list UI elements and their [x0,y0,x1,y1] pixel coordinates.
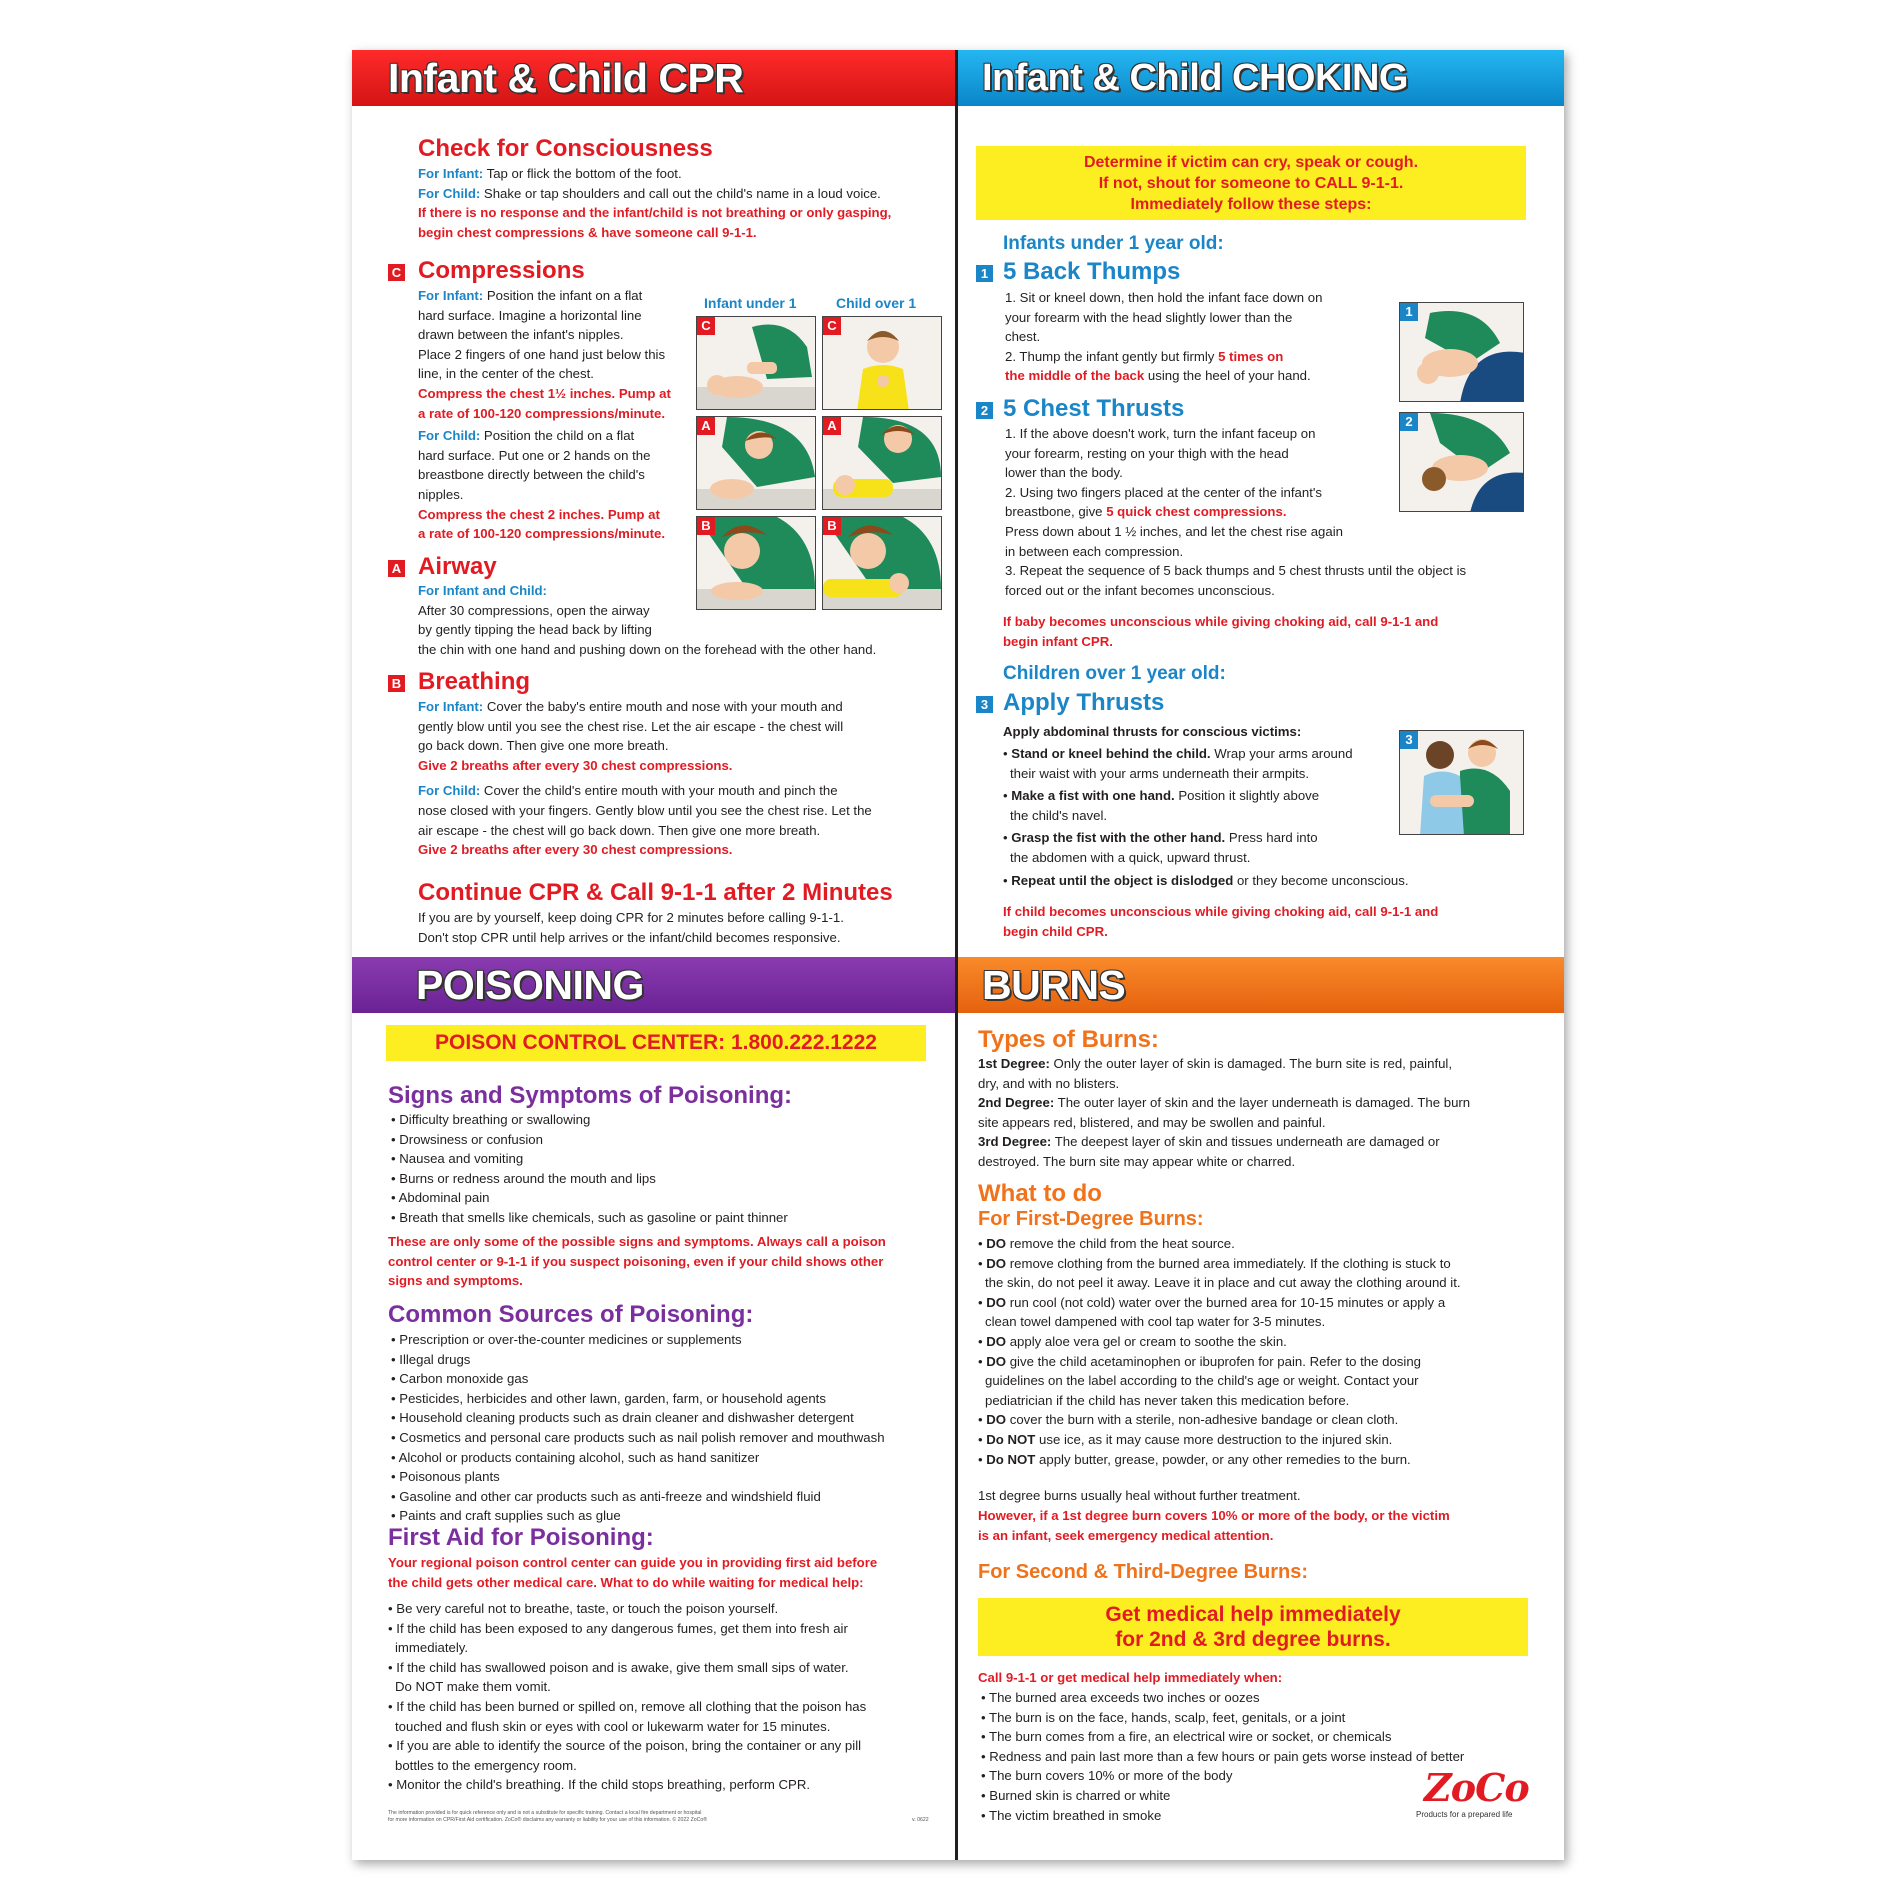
list-item: • Burned skin is charred or white [981,1787,1171,1803]
version-label: v. 0622 [912,1817,929,1823]
airway-letter: A [388,560,405,577]
heal-note: 1st degree burns usually heal without further treatment. [978,1488,1301,1503]
fig-label-infant: Infant under 1 [704,295,797,311]
list-item: • Drowsiness or confusion [391,1131,543,1147]
back-thumps-heading: 5 Back Thumps [1003,258,1181,285]
disclaimer: The information provided is for quick reference only and is not a substitute for specific training. Contact a local fire department or hospital for more information on CPR/First Aid certification. ZoCo® disclaims any warranty or liability for your use of this information. © 2022 ZoCo® [388,1810,708,1823]
breathing-text: For Infant: Cover the baby's entire mouth and nose with your mouth and gently blow until you see the chest rise. Let the air escape - the chest will go back down. Then give one more breath. Give 2 breaths after every 30 chest compressions. For Child: Cover the child's entire mouth with your mouth and pinch the nose closed with your fingers. Gently blow until you see the chest rise. Let the air escape - the chest will go back down. Then give one more breath. Give 2 breaths after every 30 chest compressions. [418,699,872,858]
burns-title: BURNS [958,957,1564,1013]
back-thumps-num: 1 [976,265,993,282]
chest-thrusts-warning: If baby becomes unconscious while giving choking aid, call 9-1-1 and begin infant CPR. [1003,614,1439,649]
list-item: • Prescription or over-the-counter medicines or supplements [391,1332,742,1347]
continue-text: If you are by yourself, keep doing CPR for 2 minutes before calling 9-1-1. Don't stop CPR until help arrives or the infant/child becomes responsive. [418,910,844,945]
thrusts-intro: Apply abdominal thrusts for conscious victims: [1003,724,1302,739]
second-third-heading: For Second & Third-Degree Burns: [978,1561,1309,1583]
first-aid-heading: First Aid for Poisoning: [388,1524,654,1551]
compressions-text: For Infant: Position the infant on a flat hard surface. Imagine a horizontal line drawn between the infant's nipples. Place 2 fingers of one hand just below this line, in the center of the chest. Compress the chest 1½ inches. Pump at a rate of 100-120 compressions/minute. For Child: Position the child on a flat hard surface. Put one or 2 hands on the breastbone directly between the child's nipples. Compress the chest 2 inches. Pump at a rate of 100-120 compressions/minute. [418,288,671,542]
airway-heading: Airway [418,553,497,580]
illustration-child-compressions: C [822,316,942,410]
medical-help-banner: Get medical help immediately for 2nd & 3rd degree burns. [978,1598,1528,1656]
list-item: • Carbon monoxide gas [391,1371,529,1387]
thrusts-steps: • Stand or kneel behind the child. Wrap your arms around their waist with your arms underneath their armpits. • Make a fist with one hand. Position it slightly above the child's navel. • Grasp the fist with the other hand. Press hard into the abdomen with a quick, upward thrust. • Repeat until the object is dislodged or they become unconscious. [1003,746,1409,888]
poisoning-title: POISONING [352,957,955,1013]
illustration-infant-compressions: C [696,316,816,410]
chest-thrusts-heading: 5 Chest Thrusts [1003,395,1185,422]
first-degree-list: • DO remove the child from the heat source. • DO remove clothing from the burned area immediately. If the clothing is stuck to the skin, do not peel it away. Leave it in place and cut away the clothing around it. • DO run cool (not cold) water over the burned area for 10-15 minutes or apply a clean towel dampened with cool tap water for 3-5 minutes. • DO apply aloe vera gel or cream to soothe the skin. • DO give the child acetaminophen or ibuprofen for pain. Refer to the dosing guidelines on the label according to the child's age or weight. Contact your pediatrician if the child has never taken this medication before. • DO cover the burn with a sterile, non-adhesive bandage or clean cloth. • Do NOT use ice, as it may cause more destruction to the injured skin. • Do NOT apply butter, grease, powder, or any other remedies to the burn. [978,1236,1461,1467]
list-item: • Nausea and vomiting [391,1151,524,1167]
illustration-back-thumps: 1 [1399,302,1524,402]
list-item: • The burn comes from a fire, an electrical wire or socket, or chemicals [981,1729,1392,1745]
what-heading: What to do [978,1180,1102,1207]
apply-thrusts-num: 3 [976,696,993,713]
signs-warning: These are only some of the possible signs and symptoms. Always call a poison control center or 9-1-1 if you suspect poisoning, even if your child shows other signs and symptoms. [388,1234,886,1289]
children-heading: Children over 1 year old: [1003,663,1226,684]
list-item: • The victim breathed in smoke [981,1807,1162,1823]
first-aid-poster [352,50,1564,1860]
consciousness-heading: Check for Consciousness [418,135,713,162]
first-aid-list: • Be very careful not to breathe, taste, or touch the poison yourself. • If the child has been exposed to any dangerous fumes, get them into fresh air immediately. • If the child has swallowed poison and is awake, give them small sips of water. Do NOT make them vomit. • If the child has been burned or spilled on, remove all clothing that the poison has touched and flush skin or eyes with cool or lukewarm water for 15 minutes. • If you are able to identify the source of the poison, bring the container or any pill bottles to the emergency room. • Monitor the child's breathing. If the child stops breathing, perform CPR. [388,1601,867,1793]
airway-text: For Infant and Child: After 30 compressions, open the airway by gently tipping the head back by lifting the chin with one hand and pushing down on the forehead with the other hand. [418,583,877,657]
list-item: • Abdominal pain [391,1190,490,1206]
list-item: • Difficulty breathing or swallowing [391,1112,591,1127]
breathing-letter: B [388,675,405,692]
compressions-letter: C [388,264,405,281]
choking-title: Infant & Child CHOKING [958,50,1564,106]
illustration-abdominal-thrusts: 3 [1399,730,1524,835]
chest-thrusts-steps: 1. If the above doesn't work, turn the infant faceup on your forearm, resting on your thigh with the head lower than the body. 2. Using two fingers placed at the center of the infant's breastbone, give 5 quick chest compressions. Press down about 1 ½ inches, and let the chest rise again in between each compression. 3. Repeat the sequence of 5 back thumps and 5 chest thrusts until the object is forced out or the infant becomes unconscious. [1005,426,1467,598]
illustration-child-airway: A [822,416,942,510]
illustration-child-breathing: B [822,516,942,610]
list-item: • The burn covers 10% or more of the body [981,1768,1233,1784]
breathing-heading: Breathing [418,668,531,695]
center-divider [955,50,958,1860]
chest-thrusts-num: 2 [976,402,993,419]
list-item: • Household cleaning products such as drain cleaner and dishwasher detergent [391,1410,854,1426]
list-item: • Burns or redness around the mouth and lips [391,1170,656,1186]
continue-heading: Continue CPR & Call 9-1-1 after 2 Minutes [418,879,893,906]
list-item: • Paints and craft supplies such as glue [391,1508,621,1524]
choking-banner: Determine if victim can cry, speak or cough. If not, shout for someone to CALL 9-1-1. Immediately follow these steps: [976,146,1526,220]
thrusts-warning: If child becomes unconscious while giving choking aid, call 9-1-1 and begin child CPR. [1003,904,1439,939]
first-aid-intro: Your regional poison control center can guide you in providing first aid before the child gets other medical care. What to do while waiting for medical help: [388,1555,878,1590]
list-item: • Cosmetics and personal care products such as nail polish remover and mouthwash [391,1429,885,1445]
back-thumps-steps: 1. Sit or kneel down, then hold the infant face down on your forearm with the head slightly lower than the chest. 2. Thump the infant gently but firmly 5 times on the middle of the back using the heel of your hand. [1005,290,1323,384]
infants-heading: Infants under 1 year old: [1003,233,1224,254]
list-item: • The burn is on the face, hands, scalp, feet, genitals, or a joint [981,1709,1346,1725]
cpr-title: Infant & Child CPR [352,50,955,106]
list-item: • Redness and pain last more than a few hours or pain gets worse instead of better [981,1748,1465,1764]
sources-list [388,1330,948,1526]
consciousness-text: For Infant: Tap or flick the bottom of the foot. For Child: Shake or tap shoulders and call out the child's name in a loud voice. If there is no response and the infant/child is not breathing or only gasping, begin chest compressions & have someone call 9-1-1. [418,166,892,240]
zoco-logo: ZoCo [1424,1765,1529,1810]
illustration-infant-airway: A [696,416,816,510]
list-item: • Poisonous plants [391,1469,500,1485]
sources-heading: Common Sources of Poisoning: [388,1301,754,1328]
compressions-heading: Compressions [418,257,585,284]
illustration-chest-thrusts: 2 [1399,412,1524,512]
list-item: • Pesticides, herbicides and other lawn, garden, farm, or household agents [391,1390,826,1406]
list-item: • Gasoline and other car products such as anti-freeze and windshield fluid [391,1488,821,1504]
list-item: • Illegal drugs [391,1351,471,1367]
fig-label-child: Child over 1 [836,295,917,311]
illustration-infant-breathing: B [696,516,816,610]
list-item: • Breath that smells like chemicals, such as gasoline or paint thinner [391,1209,788,1225]
signs-heading: Signs and Symptoms of Poisoning: [388,1082,793,1109]
poison-hotline: POISON CONTROL CENTER: 1.800.222.1222 [386,1025,926,1061]
types-list: 1st Degree: Only the outer layer of skin is damaged. The burn site is red, painful, dry, and with no blisters. 2nd Degree: The outer layer of skin and the layer underneath is damaged. The burn site appears red, blistered, and may be swollen and painful. 3rd Degree: The deepest layer of skin and tissues underneath are damaged or destroyed. The burn site may appear white or charred. [978,1056,1471,1169]
apply-thrusts-heading: Apply Thrusts [1003,689,1165,716]
heal-warning: However, if a 1st degree burn covers 10% or more of the body, or the victim is an infant, seek emergency medical attention. [978,1508,1450,1543]
first-degree-heading: For First-Degree Burns: [978,1208,1204,1230]
types-heading: Types of Burns: [978,1026,1159,1053]
call-heading: Call 9-1-1 or get medical help immediately when: [978,1670,1283,1685]
zoco-tagline: Products for a prepared life [1416,1810,1513,1819]
list-item: • Alcohol or products containing alcohol, such as hand sanitizer [391,1449,760,1465]
signs-list [388,1110,948,1228]
list-item: • The burned area exceeds two inches or oozes [981,1690,1260,1705]
